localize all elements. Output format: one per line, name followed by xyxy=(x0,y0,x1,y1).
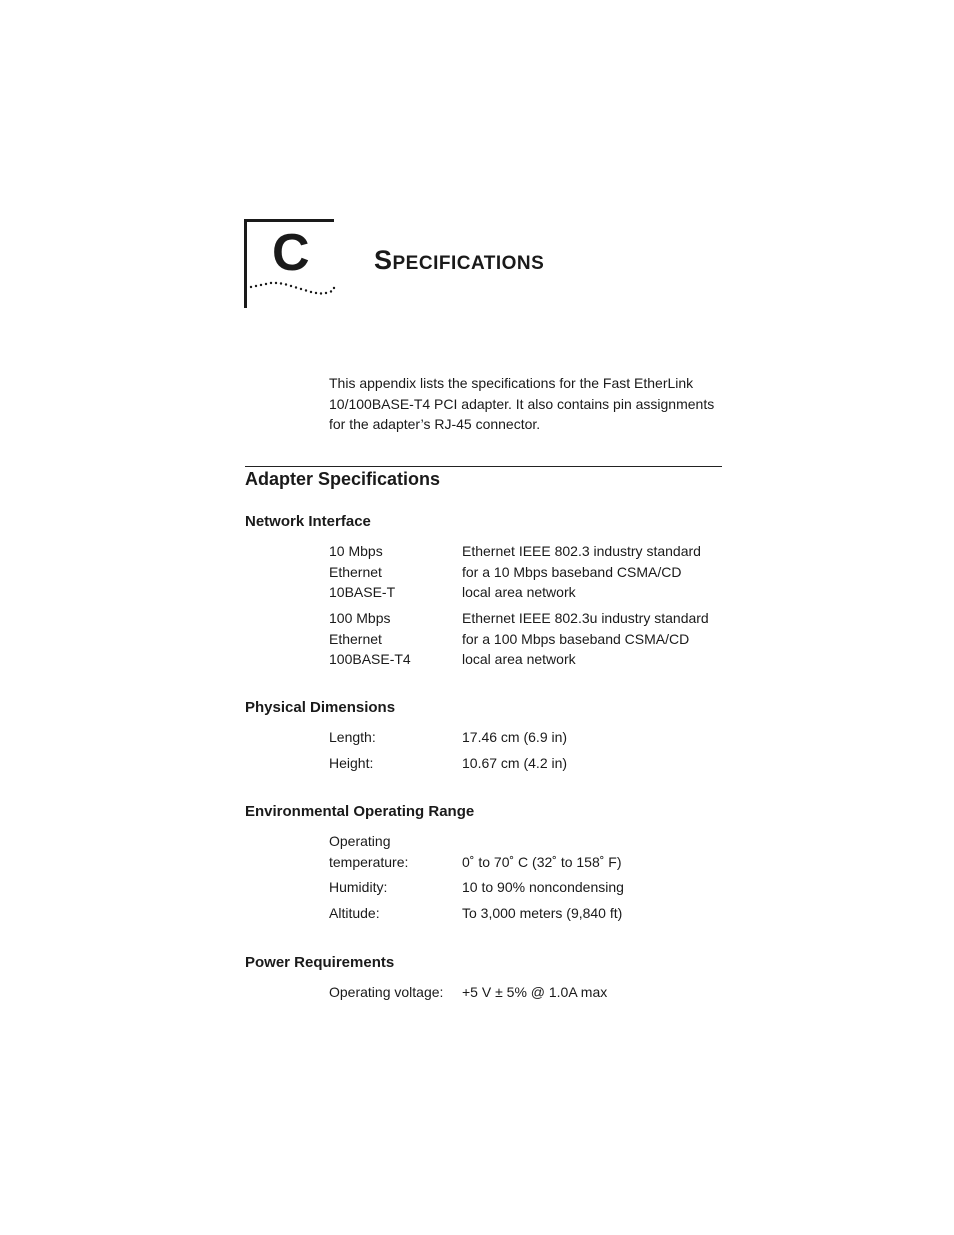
power-requirements-heading: Power Requirements xyxy=(245,954,395,971)
spec-label: Operating voltage: xyxy=(329,984,444,1000)
spec-row xyxy=(329,727,749,748)
spec-value: 10.67 cm (4.2 in) xyxy=(462,755,568,771)
spec-label: 10 Mbps Ethernet 10BASE-T xyxy=(329,543,396,600)
intro-paragraph: This appendix lists the specifications for the Fast EtherLink 10/100BASE-T4 PCI adapter. It also contains pin assignments for the adapter’s RJ-45 connector. xyxy=(329,375,715,432)
spec-label: Altitude: xyxy=(329,905,380,921)
section-title: Adapter Specifications xyxy=(245,469,441,489)
spec-label: Humidity: xyxy=(329,879,388,895)
spec-row xyxy=(329,541,749,603)
network-interface-heading: Network Interface xyxy=(245,513,371,530)
spec-label: 100 Mbps Ethernet 100BASE-T4 xyxy=(329,610,411,667)
spec-row xyxy=(329,608,749,670)
spec-label: Operating temperature: xyxy=(329,833,409,870)
physical-dimensions-heading: Physical Dimensions xyxy=(245,699,396,716)
spec-value: +5 V ± 5% @ 1.0A max xyxy=(462,984,608,1000)
spec-value: 0˚ to 70˚ C (32˚ to 158˚ F) xyxy=(462,854,622,870)
spec-label: Height: xyxy=(329,755,374,771)
spec-value: Ethernet IEEE 802.3u industry standard for a 100 Mbps baseband CSMA/CD local area network xyxy=(462,610,709,667)
spec-label: Length: xyxy=(329,729,376,745)
spec-row xyxy=(329,753,749,774)
chapter-letter: C xyxy=(272,224,310,282)
chapter-mark xyxy=(244,219,336,309)
spec-row xyxy=(329,982,749,1003)
environmental-range-heading: Environmental Operating Range xyxy=(245,803,475,820)
spec-row xyxy=(329,877,749,898)
spec-value: 10 to 90% noncondensing xyxy=(462,879,624,895)
chapter-title: Specifications xyxy=(374,245,545,275)
spec-value: Ethernet IEEE 802.3 industry standard for a 10 Mbps baseband CSMA/CD local area network xyxy=(462,543,701,600)
spec-value: 17.46 cm (6.9 in) xyxy=(462,729,568,745)
spec-row xyxy=(329,831,749,873)
spec-value: To 3,000 meters (9,840 ft) xyxy=(462,905,623,921)
spec-row xyxy=(329,903,749,924)
